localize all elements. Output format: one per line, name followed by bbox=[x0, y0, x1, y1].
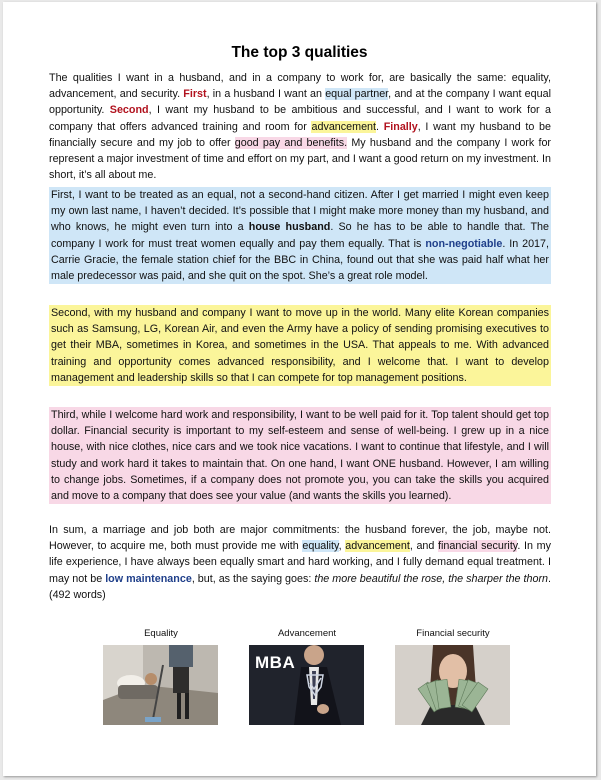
highlight-financial-security: financial security bbox=[438, 540, 518, 553]
advancement-paragraph: Second, with my husband and company I want to move up in the world. Many elite Korean companies such as Samsung, LG, Korean Air, and even the Army have a policy of sending promising executives to get their MBA, sometimes in Korea, and sometimes in the USA. That appeals to me. With advanced training and opportunity comes advanced responsibility, and I welcome that. I want to develop management and leadership skills so that I can compete for top management positions. bbox=[49, 305, 551, 386]
conclusion-comma: , bbox=[338, 540, 346, 553]
intro-text-4: , I want my husband to be ambitious and successful, and I want to work for a company that offers advanced training and room for bbox=[49, 104, 551, 133]
financial-security-illustration bbox=[395, 645, 510, 725]
intro-paragraph bbox=[49, 70, 551, 183]
equality-illustration bbox=[103, 645, 218, 725]
keyword-finally: Finally bbox=[383, 120, 418, 133]
security-photo bbox=[395, 645, 510, 725]
conclusion-text-2: , and bbox=[409, 540, 439, 553]
keyword-second: Second bbox=[109, 104, 149, 117]
intro-text-2: , in a husband I want an bbox=[206, 88, 326, 101]
equality-text-2: . So he has to be able to handle that. The company I work for must treat women equally and pay them equally. That is bbox=[51, 221, 549, 250]
security-caption: Financial security bbox=[416, 628, 490, 639]
highlight-good-pay: good pay and benefits. bbox=[234, 136, 348, 149]
equality-text-1: First, I want to be treated as an equal, not a second-hand citizen. After I get married I might even keep my own last name, I haven’t decided. It’s possible that I might make more money than my husband, and who knows, he might even turn into a bbox=[51, 189, 549, 234]
keyword-low-maintenance: low maintenance bbox=[105, 572, 192, 585]
equality-photo bbox=[103, 645, 218, 725]
highlight-advancement-2: advancement bbox=[345, 540, 410, 553]
intro-text-6: , I want my husband to be financially secure and my job to offer bbox=[49, 120, 551, 149]
keyword-non-negotiable: non-negotiable bbox=[425, 237, 503, 250]
keyword-first: First bbox=[183, 88, 207, 101]
highlight-advancement: advancement bbox=[311, 120, 377, 133]
advancement-caption: Advancement bbox=[277, 628, 337, 639]
conclusion-text-1: In sum, a marriage and job both are major commitments: the husband forever, the job, maybe not. However, to acquire me, both must provide me with bbox=[49, 524, 551, 553]
quote-text: the more beautiful the rose, the sharper the thorn bbox=[314, 572, 549, 585]
security-paragraph: Third, while I welcome hard work and responsibility, I want to be well paid for it. Top talent should get top dollar. Financial security is important to my self-esteem and sense of well-being. I grew up in a nice house, with nice clothes, nice cars and we took nice vacations. I want to continue that lifestyle, and I will study and work hard it takes to maintain that. On one hand, I want ONE husband. However, I am willing to change jobs. Sometimes, if a company does not promote you, you can take the skills you acquired and move to a company that does see your value (and wants the skills you learned). bbox=[49, 407, 551, 504]
equality-text-3: . In 2017, Carrie Gracie, the female station chief for the BBC in China, found out that she was paid half what her male predecessor was paid, and she quit on the spot. She’s a great role model. bbox=[51, 237, 549, 283]
highlight-equality: equality bbox=[302, 540, 339, 553]
intro-text-3: , and at the company I want equal opportunity. bbox=[49, 88, 551, 117]
conclusion-text-3: . In my life experience, I have always been equally smart and hard working, and I fully demand equal treatment. I may not be bbox=[49, 540, 551, 585]
intro-text-1: The qualities I want in a husband, and in a company to work for, are basically the same: equality, advancement, and security. bbox=[49, 72, 551, 101]
highlight-equal-partner: equal partner bbox=[325, 88, 389, 101]
equality-caption: Equality bbox=[144, 628, 178, 639]
conclusion-paragraph bbox=[49, 522, 551, 603]
advancement-photo bbox=[249, 645, 364, 725]
conclusion-text-4: , but, as the saying goes: bbox=[191, 572, 315, 585]
page-title: The top 3 qualities bbox=[231, 44, 368, 61]
conclusion-text-5: . (492 words) bbox=[49, 572, 552, 601]
mba-label: MBA bbox=[255, 653, 296, 672]
document-page bbox=[3, 2, 596, 776]
intro-text-5: . bbox=[376, 120, 384, 133]
keyword-house-husband: house husband bbox=[248, 221, 331, 234]
equality-paragraph bbox=[49, 187, 551, 284]
intro-text-7: My husband and the company I work for represent a major investment of time and effort on my part, and I want a good return on my investment. In short, it’s all about me. bbox=[49, 136, 551, 182]
